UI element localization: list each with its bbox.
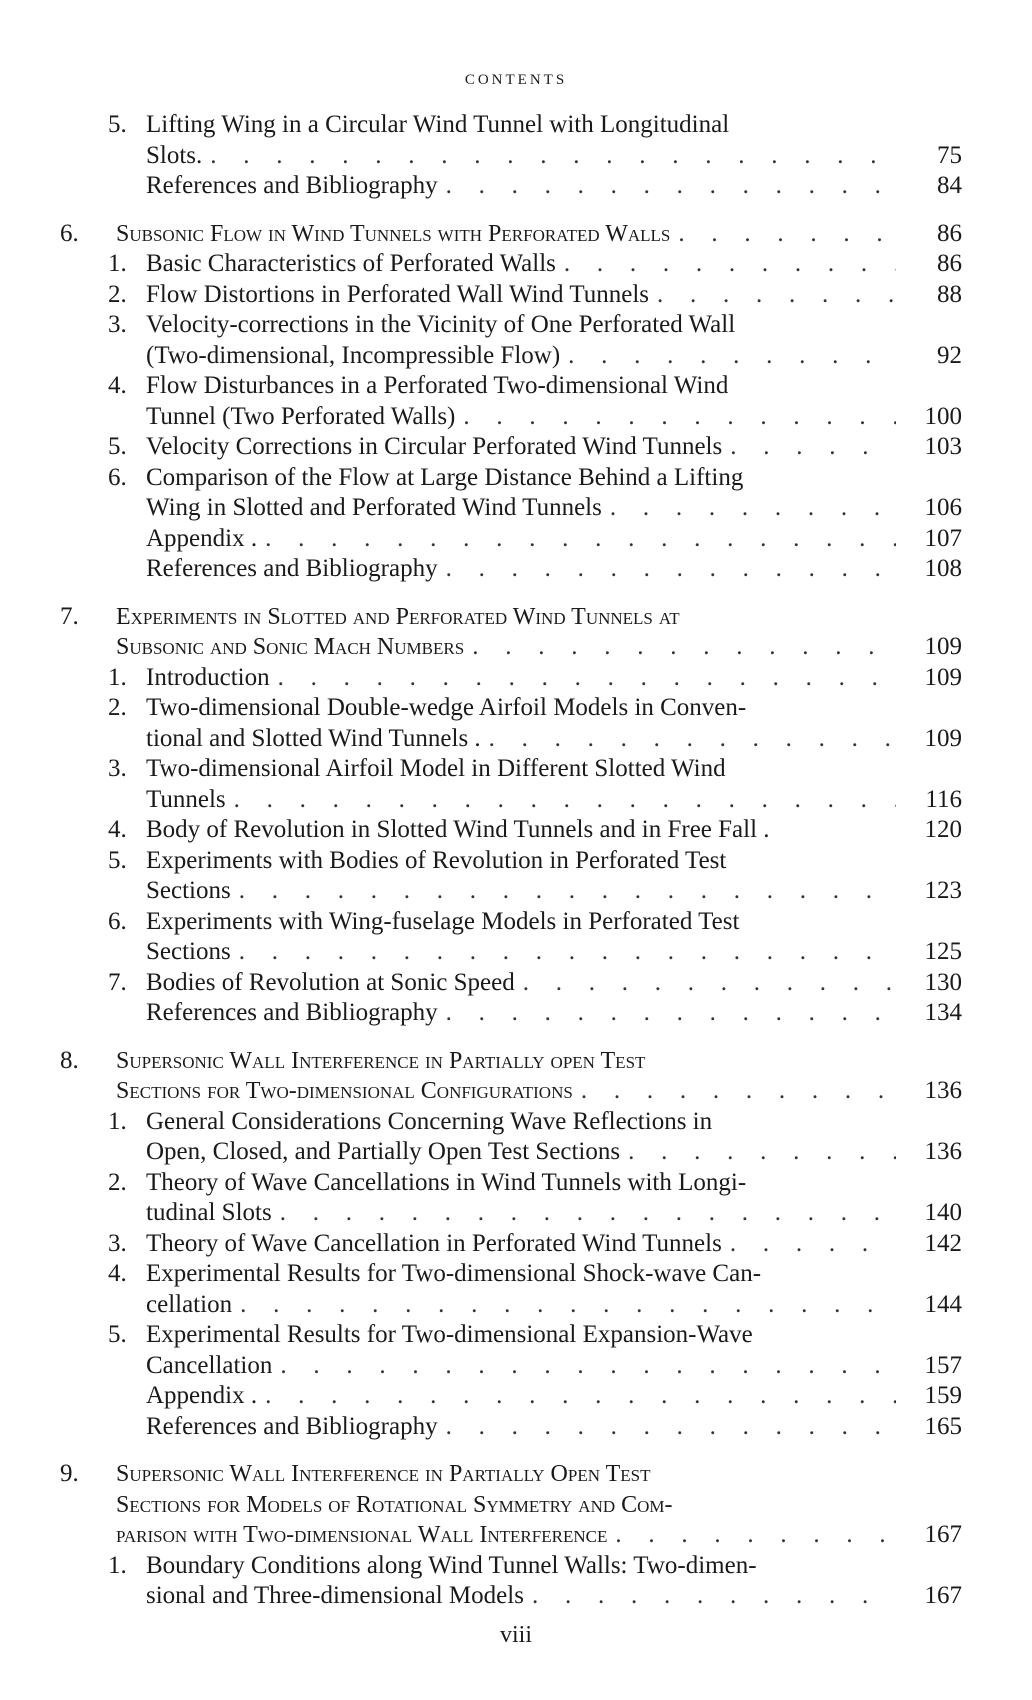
- section-entry-line: [50, 341, 962, 372]
- section-entry-line: [50, 663, 962, 694]
- section-title: Experiments with Bodies of Revolution in Perforated Test: [146, 846, 727, 874]
- section-entry-line: [50, 1198, 962, 1229]
- section-entry-line: [50, 1168, 962, 1199]
- section-entry-line: [50, 1381, 962, 1412]
- dot-leader: [657, 280, 896, 311]
- chapter-heading-line: [50, 1490, 962, 1521]
- section-entry-line: [50, 249, 962, 280]
- dot-leader: [615, 1520, 896, 1551]
- section-entry-line: [50, 402, 962, 433]
- section-entry-line: [50, 141, 962, 172]
- section-entry-line: [50, 1290, 962, 1321]
- section-number: 7.: [108, 968, 127, 996]
- page-number: 142: [924, 1229, 962, 1257]
- section-number: 1.: [108, 250, 127, 277]
- chapter-heading-line: [50, 1076, 962, 1107]
- dot-leader: [463, 402, 896, 433]
- section-title: Body of Revolution in Slotted Wind Tunnels and in Free Fall .: [146, 816, 770, 843]
- section-title: Sections: [146, 877, 231, 904]
- page-number: 167: [924, 1582, 962, 1609]
- section-number: 1.: [108, 1107, 127, 1135]
- section-title: Velocity Corrections in Circular Perforated Wind Tunnels: [146, 433, 723, 460]
- chapter-title: parison with Two-dimensional Wall Interference: [116, 1522, 608, 1548]
- section-entry-line: [50, 371, 962, 402]
- section-entry-line: [50, 724, 962, 755]
- section-number: 4.: [108, 1260, 127, 1287]
- chapter-number: 7.: [60, 602, 79, 630]
- page-number: 136: [924, 1077, 962, 1104]
- section-title: Experimental Results for Two-dimensional Expansion-Wave: [146, 1321, 753, 1348]
- dot-leader: [610, 493, 896, 524]
- section-title: Two-dimensional Airfoil Model in Different Slotted Wind: [146, 755, 726, 782]
- chapter-heading-line: [50, 1046, 962, 1077]
- section-title: tudinal Slots: [146, 1199, 272, 1226]
- section-title: References and Bibliography: [146, 1412, 438, 1440]
- section-entry-line: [50, 998, 962, 1029]
- section-title: Sections: [146, 938, 231, 965]
- section-entry-line: [50, 1351, 962, 1382]
- page-number: 165: [924, 1412, 962, 1440]
- chapter-number: 6.: [60, 219, 79, 247]
- section-entry-line: [50, 907, 962, 938]
- section-entry-line: [50, 1412, 962, 1443]
- section-title: cellation: [146, 1290, 233, 1318]
- page-number: 167: [924, 1521, 962, 1548]
- dot-leader: [730, 432, 896, 463]
- page-number: 120: [924, 816, 962, 843]
- section-number: 2.: [108, 694, 127, 721]
- dot-leader: [678, 219, 896, 250]
- chapter-block: [50, 1046, 962, 1443]
- chapter-title: Supersonic Wall Interference in Partially open Test: [116, 1047, 646, 1074]
- section-entry-line: [50, 493, 962, 524]
- dot-leader: [446, 998, 896, 1029]
- section-entry-line: [50, 968, 962, 999]
- section-entry-line: [50, 463, 962, 494]
- dot-leader: [446, 171, 896, 202]
- section-entry-line: [50, 876, 962, 907]
- section-title: Lifting Wing in a Circular Wind Tunnel with Longitudinal: [146, 111, 730, 138]
- section-title: Appendix .: [146, 1382, 258, 1409]
- section-title: Experiments with Wing-fuselage Models in Perforated Test: [146, 907, 740, 935]
- dot-leader: [240, 1290, 896, 1321]
- section-number: 3.: [108, 1229, 127, 1257]
- section-title: Slots.: [146, 141, 203, 169]
- page-number: 108: [924, 555, 962, 582]
- chapter-title: Subsonic Flow in Wind Tunnels with Perforated Walls: [116, 220, 671, 247]
- dot-leader: [280, 1198, 896, 1229]
- dot-leader: [489, 724, 896, 755]
- section-number: 5.: [108, 846, 127, 874]
- section-entry-line: [50, 846, 962, 877]
- section-entry-line: [50, 310, 962, 341]
- section-title: Cancellation: [146, 1351, 273, 1379]
- page-number: 86: [937, 250, 962, 277]
- dot-leader: [239, 876, 896, 907]
- section-entry-line: [50, 1320, 962, 1351]
- section-entry-line: [50, 1107, 962, 1138]
- section-entry-line: [50, 785, 962, 816]
- dot-leader: [472, 632, 896, 663]
- dot-leader: [446, 554, 896, 585]
- page-number: 109: [924, 663, 962, 691]
- running-header: CONTENTS: [464, 72, 568, 88]
- page-number: 144: [924, 1290, 962, 1318]
- chapter-block: [50, 110, 962, 202]
- page-number: 116: [925, 785, 962, 813]
- section-entry-line: [50, 754, 962, 785]
- chapter-heading-line: [50, 602, 962, 633]
- page-number: 92: [937, 341, 962, 369]
- dot-leader: [628, 1137, 896, 1168]
- dot-leader: [278, 663, 896, 694]
- section-title: Bodies of Revolution at Sonic Speed: [146, 968, 515, 996]
- section-title: Two-dimensional Double-wedge Airfoil Models in Conven-: [146, 694, 747, 721]
- section-number: 4.: [108, 372, 127, 399]
- section-title: Appendix .: [146, 524, 258, 552]
- chapter-heading-line: [50, 219, 962, 250]
- page-number: 103: [924, 433, 962, 460]
- section-title: Theory of Wave Cancellation in Perforated Wind Tunnels: [146, 1229, 722, 1257]
- dot-leader: [210, 141, 896, 172]
- section-entry-line: [50, 171, 962, 202]
- section-title: References and Bibliography: [146, 555, 438, 582]
- section-number: 6.: [108, 907, 127, 935]
- section-entry-line: [50, 1229, 962, 1260]
- page-number-footer: viii: [499, 1622, 532, 1648]
- section-number: 1.: [108, 1551, 127, 1579]
- dot-leader: [568, 341, 896, 372]
- section-entry-line: [50, 524, 962, 555]
- section-title: General Considerations Concerning Wave Reflections in: [146, 1107, 713, 1135]
- section-number: 3.: [108, 311, 127, 338]
- section-title: (Two-dimensional, Incompressible Flow): [146, 341, 561, 369]
- chapter-block: [50, 219, 962, 585]
- section-entry-line: [50, 1137, 962, 1168]
- section-title: Experimental Results for Two-dimensional Shock-wave Can-: [146, 1260, 762, 1287]
- section-title: Basic Characteristics of Perforated Walls: [146, 250, 556, 277]
- page-number: 106: [924, 494, 962, 521]
- section-number: 2.: [108, 1168, 127, 1196]
- dot-leader: [265, 524, 896, 555]
- chapter-title: Experiments in Slotted and Perforated Wind Tunnels at: [116, 603, 680, 630]
- section-number: 5.: [108, 111, 127, 138]
- page-number: 75: [937, 141, 962, 169]
- dot-leader: [564, 249, 896, 280]
- section-entry-line: [50, 1551, 962, 1582]
- section-number: 4.: [108, 816, 127, 843]
- page-number: 88: [937, 280, 962, 308]
- dot-leader: [532, 1581, 896, 1612]
- section-title: References and Bibliography: [146, 172, 438, 199]
- dot-leader: [446, 1412, 896, 1443]
- page-number: 134: [924, 999, 962, 1026]
- page-number: 159: [924, 1382, 962, 1409]
- dot-leader: [234, 785, 896, 816]
- page-number: 107: [924, 524, 962, 552]
- section-title: Comparison of the Flow at Large Distance Behind a Lifting: [146, 463, 744, 491]
- section-title: sional and Three-dimensional Models: [146, 1582, 524, 1609]
- chapter-title: Subsonic and Sonic Mach Numbers: [116, 634, 465, 660]
- section-title: Introduction: [146, 663, 270, 691]
- page-number: 86: [937, 219, 962, 247]
- section-title: Tunnels: [146, 785, 226, 813]
- dot-leader: [265, 1381, 896, 1412]
- section-title: Theory of Wave Cancellations in Wind Tunnels with Longi-: [146, 1168, 747, 1196]
- chapter-title: Supersonic Wall Interference in Partially Open Test: [116, 1461, 651, 1487]
- page-number: 136: [924, 1138, 962, 1165]
- dot-leader: [730, 1229, 896, 1260]
- section-title: Boundary Conditions along Wind Tunnel Walls: Two-dimen-: [146, 1551, 757, 1579]
- section-number: 3.: [108, 755, 127, 782]
- page-number: 109: [924, 724, 962, 752]
- section-number: 2.: [108, 280, 127, 308]
- chapter-heading-line: [50, 632, 962, 663]
- dot-leader: [239, 937, 896, 968]
- dot-leader: [523, 968, 896, 999]
- page-number: 130: [924, 968, 962, 996]
- section-title: Wing in Slotted and Perforated Wind Tunnels: [146, 494, 602, 521]
- section-entry-line: [50, 815, 962, 846]
- section-entry-line: [50, 110, 962, 141]
- section-entry-line: [50, 937, 962, 968]
- page-number: 140: [924, 1199, 962, 1226]
- section-number: 5.: [108, 1321, 127, 1348]
- dot-leader: [280, 1351, 896, 1382]
- section-number: 1.: [108, 663, 127, 691]
- section-entry-line: [50, 1259, 962, 1290]
- section-title: Flow Distortions in Perforated Wall Wind Tunnels: [146, 280, 650, 308]
- chapter-title: Sections for Two-dimensional Configurations: [116, 1078, 573, 1104]
- chapter-block: [50, 602, 962, 1029]
- section-title: References and Bibliography: [146, 999, 438, 1026]
- section-number: 5.: [108, 433, 127, 460]
- section-title: Velocity-corrections in the Vicinity of One Perforated Wall: [146, 311, 736, 338]
- page-number: 109: [924, 633, 962, 660]
- section-entry-line: [50, 693, 962, 724]
- table-of-contents: [50, 110, 962, 1612]
- dot-leader: [581, 1076, 896, 1107]
- chapter-number: 8.: [60, 1046, 79, 1074]
- section-title: Flow Disturbances in a Perforated Two-dimensional Wind: [146, 372, 729, 399]
- page-number: 84: [937, 172, 962, 199]
- chapter-title: Sections for Models of Rotational Symmetry and Com-: [116, 1491, 673, 1518]
- section-entry-line: [50, 1581, 962, 1612]
- section-entry-line: [50, 432, 962, 463]
- chapter-number: 9.: [60, 1460, 79, 1487]
- chapter-heading-line: [50, 1459, 962, 1490]
- section-entry-line: [50, 554, 962, 585]
- section-entry-line: [50, 280, 962, 311]
- page-number: 123: [924, 877, 962, 904]
- section-title: Open, Closed, and Partially Open Test Sections: [146, 1138, 621, 1165]
- section-title: tional and Slotted Wind Tunnels .: [146, 724, 481, 752]
- chapter-block: [50, 1459, 962, 1612]
- chapter-heading-line: [50, 1520, 962, 1551]
- section-title: Tunnel (Two Perforated Walls): [146, 402, 456, 430]
- page-number: 157: [924, 1351, 962, 1379]
- page-number: 125: [924, 938, 962, 965]
- page-number: 100: [924, 402, 962, 430]
- section-number: 6.: [108, 463, 127, 491]
